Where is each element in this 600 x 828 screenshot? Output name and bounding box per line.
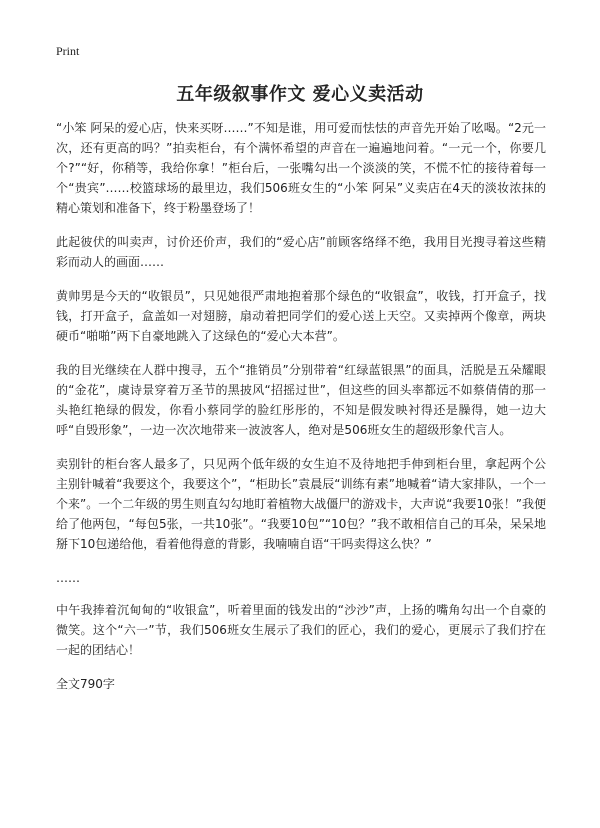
paragraph-4: 我的目光继续在人群中搜寻，五个“推销员”分别带着“红绿蓝银黑”的面具，活脱是五朵耀眼的“金花”，虞诗景穿着万圣节的黑披风“招摇过世”，但这些的回头率都远不如蔡倩倩的那一头艳红艳绿的假发，你看小蔡同学的脸红彤彤的，不知是假发映衬得还是臊得，她一边大呼“自毁形象”，一边一次次地带来一波波客人，绝对是506班女生的超级形象代言人。 xyxy=(56,363,546,437)
paragraph-2: 此起彼伏的叫卖声，讨价还价声，我们的“爱心店”前顾客络绎不绝，我用目光搜寻着这些精彩而动人的画面…… xyxy=(56,235,546,269)
paragraph-3: 黄帅男是今天的“收银员”，只见她很严肃地抱着那个绿色的“收银盒”，收钱，打开盒子，找钱，打开盒子，盒盖如一对翅膀，扇动着把同学们的爱心送上天空。又卖掉两个像章，两块硬币“啪啪”两下自豪地跳入了这绿色的“爱心大本营”。 xyxy=(56,289,546,343)
article-title: 五年级叙事作文 爱心义卖活动 xyxy=(176,84,424,105)
print-link[interactable]: Print xyxy=(56,44,80,58)
word-count: 全文790字 xyxy=(56,677,115,691)
paragraph-6: 中午我捧着沉甸甸的“收银盒”，听着里面的钱发出的“沙沙”声，上扬的嘴角勾出一个自豪的微笑。这个“六一”节，我们506班女生展示了我们的匠心，我们的爱心，更展示了我们拧在一起的团结心！ xyxy=(56,603,546,657)
paragraph-5: 卖别针的柜台客人最多了，只见两个低年级的女生迫不及待地把手伸到柜台里，拿起两个公主别针喊着“我要这个，我要这个”，“柜助长”袁晨辰“训练有素”地喊着“请大家排队，一个一个来”。一个二年级的男生则直勾勾地盯着植物大战僵尸的游戏卡，大声说“我要10张！”我便给了他两包，“每包5张，一共10张”。“我要10包”“10包？”我不敢相信自己的耳朵，呆呆地掰下10包递给他，看着他得意的背影，我喃喃自语“干吗卖得这么快？” xyxy=(56,457,546,551)
ellipsis-separator: …… xyxy=(56,571,80,585)
article-body xyxy=(56,118,546,708)
paragraph-1: “小笨 阿呆的爱心店，快来买呀……”不知是谁，用可爱而怯怯的声音先开始了吆喝。“2元一次，还有更高的吗？”拍卖柜台，有个满怀希望的声音在一遍遍地问着。“一元一个，你要几个?”“好，你稍等，我给你拿！”柜台后，一张嘴勾出一个淡淡的笑，不慌不忙的接待着每一个“贵宾”……校篮球场的最里边，我们506班女生的“小笨 阿呆”义卖店在4天的淡妆浓抹的精心策划和准备下，终于粉墨登场了！ xyxy=(56,121,546,215)
